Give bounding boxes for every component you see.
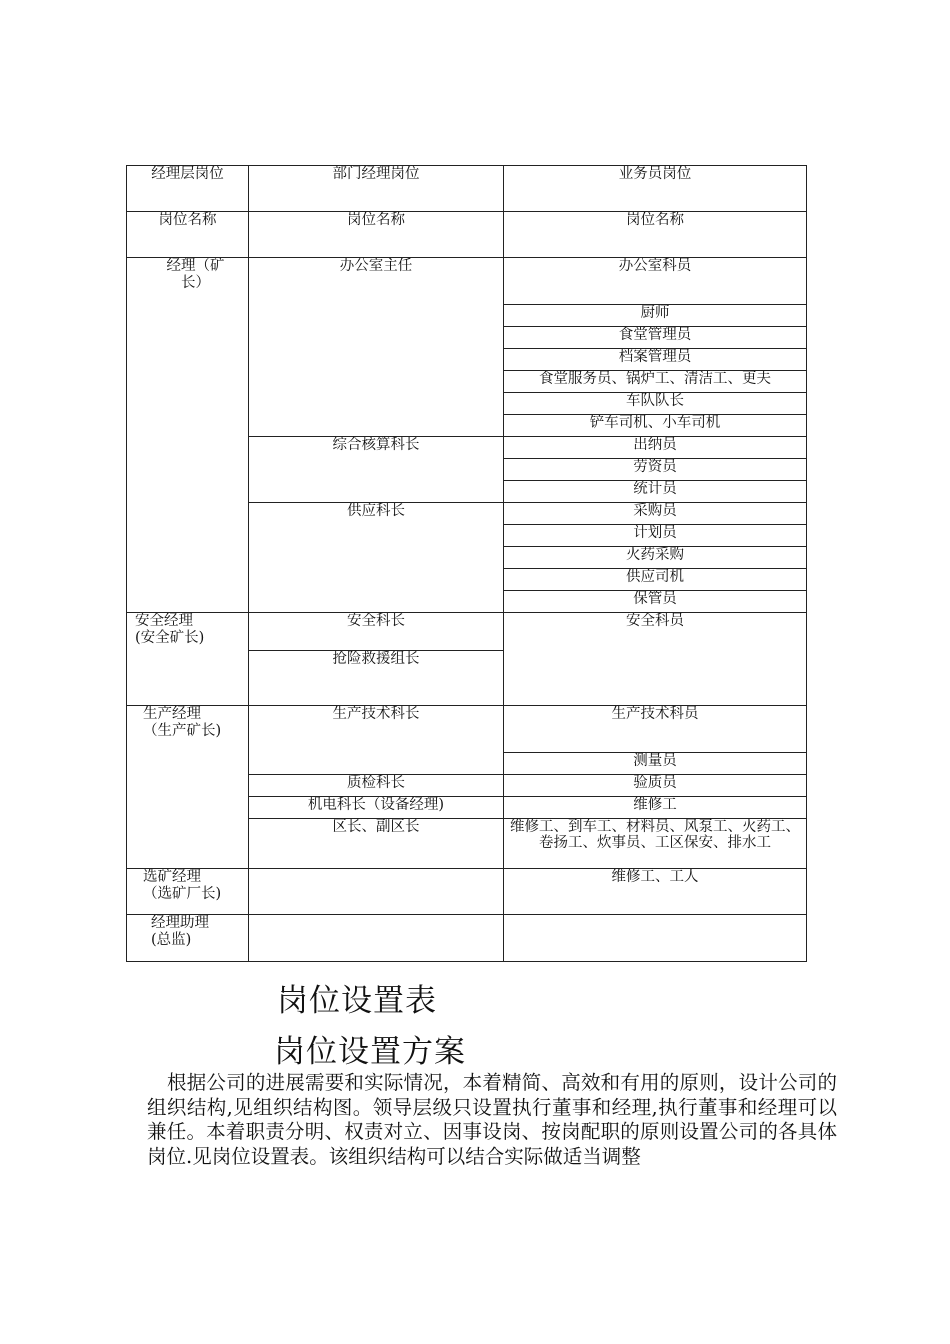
staff-cell: 安全科员 (504, 613, 807, 706)
dept-cell: 质检科长 (249, 775, 504, 797)
manager-cell: 选矿经理 （选矿厂长) (127, 869, 249, 915)
dept-cell: 办公室主任 (249, 258, 504, 437)
staff-cell: 食堂管理员 (504, 327, 807, 349)
staff-cell: 统计员 (504, 481, 807, 503)
header-cell: 经理层岗位 (127, 166, 249, 212)
staff-cell: 铲车司机、小车司机 (504, 415, 807, 437)
table-title: 岗位设置表 (277, 983, 437, 1019)
body-paragraph: 根据公司的进展需要和实际情况，本着精简、高效和有用的原则，设计公司的组织结构,见组织结构图。领导层级只设置执行董事和经理,执行董事和经理可以兼任。本着职责分明、权责对立、因事设岗、按岗配职的原则设置公司的各具体岗位.见岗位设置表。该组织结构可以结合实际做适当调整 (147, 1071, 837, 1168)
name-header-row (127, 212, 807, 258)
staff-cell: 维修工、到车工、材料员、风泵工、火药工、卷扬工、炊事员、工区保安、排水工 (504, 819, 807, 869)
header-cell: 岗位名称 (249, 212, 504, 258)
position-table (126, 165, 807, 962)
staff-cell: 采购员 (504, 503, 807, 525)
staff-cell (504, 915, 807, 962)
dept-cell: 生产技术科长 (249, 706, 504, 775)
staff-cell: 验质员 (504, 775, 807, 797)
dept-cell (249, 915, 504, 962)
staff-cell: 车队队长 (504, 393, 807, 415)
staff-cell: 保管员 (504, 591, 807, 613)
dept-cell (249, 869, 504, 915)
header-cell: 业务员岗位 (504, 166, 807, 212)
header-row (127, 166, 807, 212)
staff-cell: 厨师 (504, 305, 807, 327)
dept-cell: 区长、副区长 (249, 819, 504, 869)
staff-cell: 劳资员 (504, 459, 807, 481)
staff-cell: 生产技术科员 (504, 706, 807, 753)
staff-cell: 维修工 (504, 797, 807, 819)
dept-cell: 机电科长（设备经理) (249, 797, 504, 819)
header-cell: 部门经理岗位 (249, 166, 504, 212)
staff-cell: 出纳员 (504, 437, 807, 459)
dept-cell: 综合核算科长 (249, 437, 504, 503)
header-cell: 岗位名称 (127, 212, 249, 258)
staff-cell: 办公室科员 (504, 258, 807, 305)
staff-cell: 测量员 (504, 753, 807, 775)
dept-cell: 抢险救援组长 (249, 651, 504, 706)
manager-cell: 生产经理 （生产矿长) (127, 706, 249, 869)
staff-cell: 档案管理员 (504, 349, 807, 371)
staff-cell: 维修工、工人 (504, 869, 807, 915)
manager-cell: 经理（矿 长） (127, 258, 249, 613)
manager-cell: 经理助理 (总监) (127, 915, 249, 962)
header-cell: 岗位名称 (504, 212, 807, 258)
manager-cell: 安全经理 (安全矿长) (127, 613, 249, 706)
staff-cell: 计划员 (504, 525, 807, 547)
staff-cell: 食堂服务员、锅炉工、清洁工、更夫 (504, 371, 807, 393)
plan-title: 岗位设置方案 (274, 1034, 466, 1070)
staff-cell: 火药采购 (504, 547, 807, 569)
staff-cell: 供应司机 (504, 569, 807, 591)
dept-cell: 安全科长 (249, 613, 504, 651)
dept-cell: 供应科长 (249, 503, 504, 613)
